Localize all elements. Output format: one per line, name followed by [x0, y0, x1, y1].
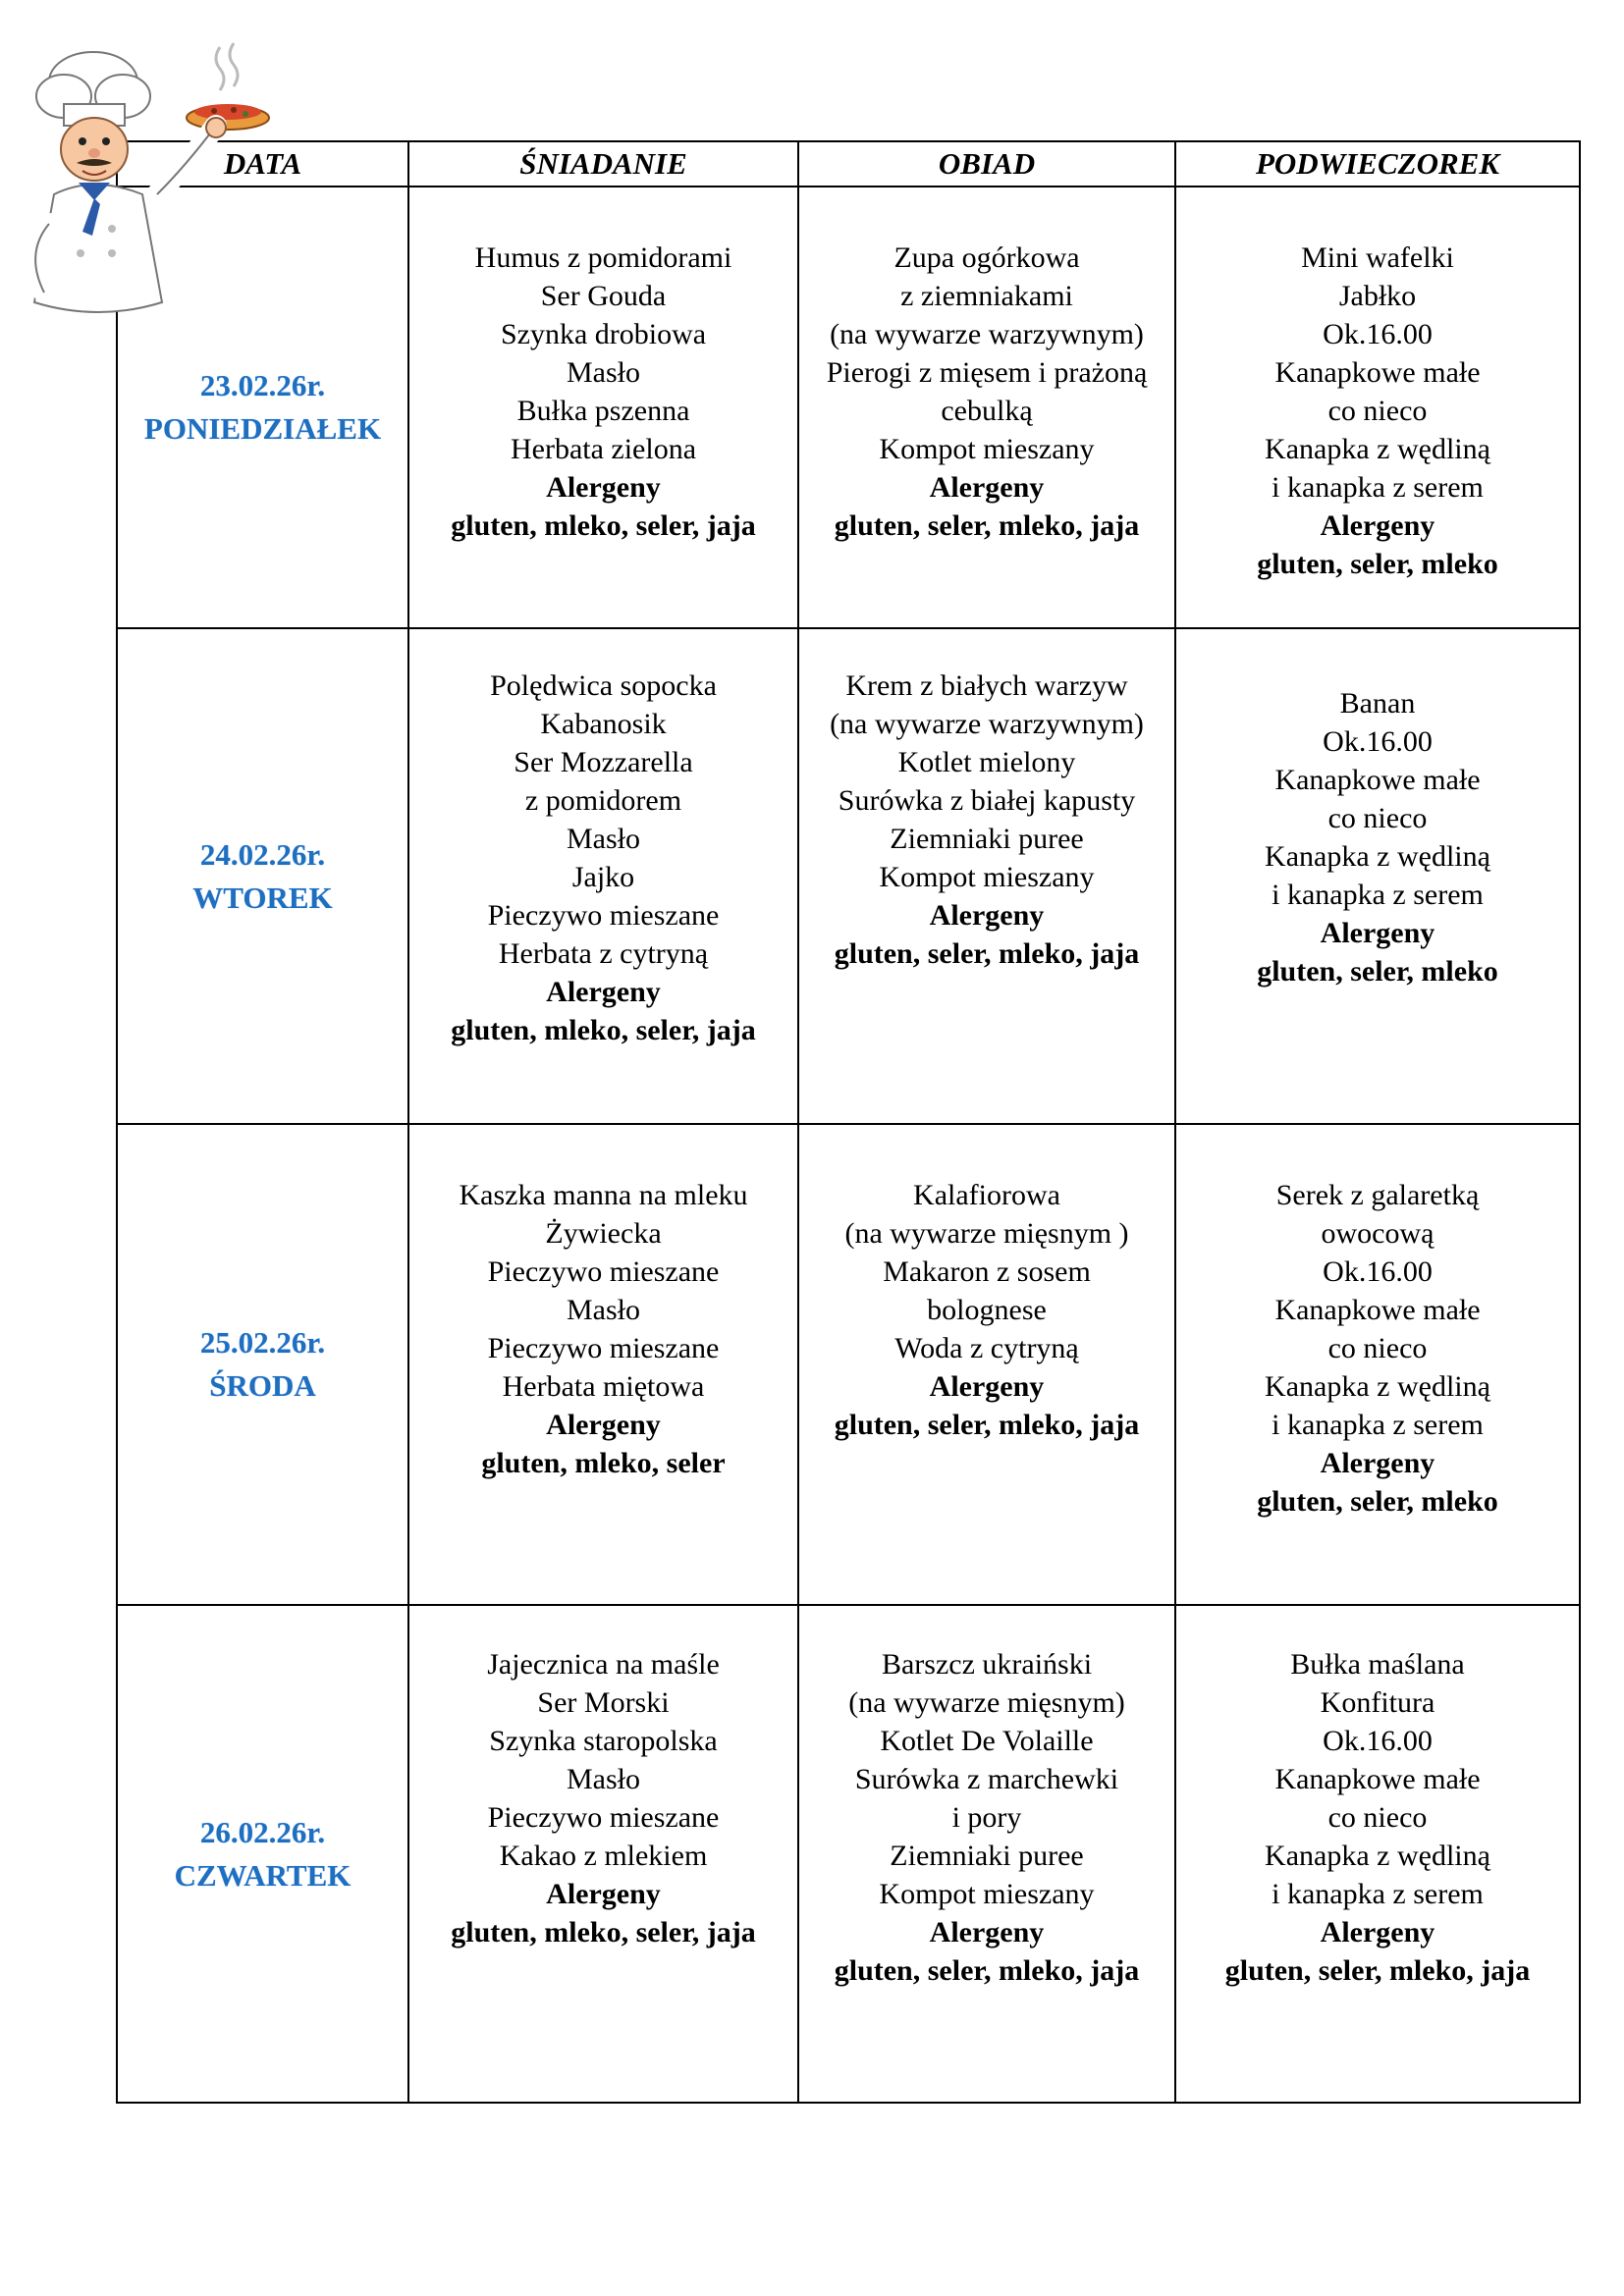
allergens-label: Alergeny — [929, 1370, 1045, 1403]
lunch-cell — [798, 628, 1175, 1124]
menu-item: Kakao z mlekiem — [499, 1840, 708, 1872]
menu-item: Jajko — [571, 861, 635, 893]
allergens-label: Alergeny — [546, 471, 661, 504]
allergens-list: gluten, seler, mleko, jaja — [834, 1954, 1140, 1987]
menu-item: Kanapkowe małe — [1274, 764, 1481, 796]
allergens-list: gluten, seler, mleko — [1257, 1485, 1498, 1518]
day-weekday: ŚRODA — [209, 1368, 316, 1403]
menu-item: Żywiecka — [545, 1217, 662, 1250]
menu-item: Pieczywo mieszane — [487, 899, 720, 932]
menu-item: Kanapkowe małe — [1274, 1763, 1481, 1795]
breakfast-cell — [408, 187, 798, 628]
menu-item: Ok.16.00 — [1323, 725, 1433, 758]
menu-item: Jabłko — [1338, 280, 1417, 312]
lunch-cell — [798, 187, 1175, 628]
menu-item: Masło — [567, 823, 640, 855]
menu-item: Ziemniaki puree — [890, 1840, 1084, 1872]
header-date: DATA — [117, 141, 408, 187]
allergens-list: gluten, mleko, seler, jaja — [451, 1916, 756, 1949]
date-cell — [117, 628, 408, 1124]
menu-item: Kotlet De Volaille — [880, 1725, 1094, 1757]
day-row — [117, 1605, 1580, 2103]
allergens-label: Alergeny — [1320, 1916, 1435, 1949]
menu-item: Kaszka manna na mleku — [459, 1179, 748, 1211]
snack-cell — [1175, 187, 1580, 628]
menu-item: Serek z galaretką — [1275, 1179, 1480, 1211]
header-lunch: OBIAD — [798, 141, 1175, 187]
allergens-list: gluten, seler, mleko, jaja — [834, 509, 1140, 542]
menu-item: Woda z cytryną — [894, 1332, 1079, 1364]
day-date: 25.02.26r. — [199, 1325, 326, 1360]
menu-item: Masło — [567, 1763, 640, 1795]
menu-item: i kanapka z serem — [1272, 1878, 1484, 1910]
allergens-list: gluten, mleko, seler, jaja — [451, 1014, 756, 1046]
menu-item: Kompot mieszany — [879, 861, 1095, 893]
header-snack: PODWIECZOREK — [1175, 141, 1580, 187]
menu-item: co nieco — [1327, 395, 1428, 427]
allergens-label: Alergeny — [1320, 1447, 1435, 1479]
menu-item: Kotlet mielony — [897, 746, 1076, 778]
menu-item: z ziemniakami — [900, 280, 1073, 312]
menu-item: Ser Mozzarella — [514, 746, 693, 778]
menu-item: co nieco — [1327, 1332, 1428, 1364]
lunch-cell — [798, 1124, 1175, 1605]
menu-item: Mini wafelki — [1301, 241, 1454, 274]
breakfast-cell — [408, 1124, 798, 1605]
allergens-list: gluten, seler, mleko, jaja — [834, 937, 1140, 970]
menu-item: Pierogi z mięsem i prażoną — [826, 356, 1148, 389]
menu-item: i kanapka z serem — [1272, 879, 1484, 911]
menu-item: Masło — [567, 1294, 640, 1326]
menu-item: Surówka z marchewki — [854, 1763, 1119, 1795]
allergens-list: gluten, seler, mleko — [1257, 955, 1498, 988]
date-cell — [117, 1605, 408, 2103]
menu-item: Pieczywo mieszane — [487, 1332, 720, 1364]
menu-item: Herbata z cytryną — [498, 937, 709, 970]
menu-item: Kompot mieszany — [879, 1878, 1095, 1910]
allergens-label: Alergeny — [546, 976, 661, 1008]
lunch-cell — [798, 1605, 1175, 2103]
allergens-label: Alergeny — [929, 899, 1045, 932]
menu-item: Szynka drobiowa — [500, 318, 707, 350]
menu-table — [116, 140, 1581, 2104]
menu-item: i kanapka z serem — [1272, 471, 1484, 504]
menu-item: Pieczywo mieszane — [487, 1801, 720, 1834]
menu-item: i kanapka z serem — [1272, 1409, 1484, 1441]
breakfast-cell — [408, 628, 798, 1124]
menu-item: Kabanosik — [540, 708, 667, 740]
menu-body — [117, 187, 1580, 2103]
day-date: 24.02.26r. — [199, 836, 326, 872]
day-row — [117, 187, 1580, 628]
allergens-list: gluten, mleko, seler, jaja — [451, 509, 756, 542]
menu-item: z pomidorem — [524, 784, 682, 817]
header-breakfast: ŚNIADANIE — [408, 141, 798, 187]
allergens-list: gluten, mleko, seler — [481, 1447, 726, 1479]
day-weekday: PONIEDZIAŁEK — [143, 411, 382, 446]
menu-item: Ok.16.00 — [1323, 1725, 1433, 1757]
menu-item: Kanapkowe małe — [1274, 356, 1481, 389]
menu-item: Polędwica sopocka — [490, 669, 717, 702]
menu-item: Zupa ogórkowa — [893, 241, 1080, 274]
menu-item: Barszcz ukraiński — [881, 1648, 1093, 1681]
menu-item: (na wywarze mięsnym ) — [844, 1217, 1129, 1250]
allergens-label: Alergeny — [929, 1916, 1045, 1949]
menu-item: Kanapka z wędliną — [1265, 840, 1490, 873]
breakfast-cell — [408, 1605, 798, 2103]
menu-item: Pieczywo mieszane — [487, 1255, 720, 1288]
menu-item: (na wywarze mięsnym) — [848, 1686, 1125, 1719]
menu-item: Banan — [1339, 687, 1416, 720]
menu-item: Szynka staropolska — [489, 1725, 718, 1757]
chef-illustration — [10, 27, 275, 322]
menu-item: Ser Morski — [537, 1686, 670, 1719]
day-weekday: WTOREK — [192, 880, 333, 915]
day-weekday: CZWARTEK — [174, 1857, 352, 1893]
allergens-label: Alergeny — [929, 471, 1045, 504]
menu-item: (na wywarze warzywnym) — [830, 708, 1144, 740]
menu-item: Kompot mieszany — [879, 433, 1095, 465]
day-row — [117, 1124, 1580, 1605]
allergens-label: Alergeny — [546, 1878, 661, 1910]
menu-item: Kanapkowe małe — [1274, 1294, 1481, 1326]
snack-cell — [1175, 628, 1580, 1124]
menu-item: Ser Gouda — [540, 280, 667, 312]
day-row — [117, 628, 1580, 1124]
menu-item: Ziemniaki puree — [890, 823, 1084, 855]
menu-item: i pory — [951, 1801, 1022, 1834]
menu-item: Surówka z białej kapusty — [838, 784, 1136, 817]
snack-cell — [1175, 1605, 1580, 2103]
day-date: 23.02.26r. — [199, 368, 326, 402]
menu-item: Konfitura — [1320, 1686, 1435, 1719]
menu-item: owocową — [1321, 1217, 1435, 1250]
menu-item: Makaron z sosem — [883, 1255, 1091, 1288]
menu-item: Kanapka z wędliną — [1265, 433, 1490, 465]
allergens-list: gluten, seler, mleko — [1257, 548, 1498, 580]
menu-item: Masło — [567, 356, 640, 389]
menu-item: Jajecznica na maśle — [487, 1648, 720, 1681]
menu-item: co nieco — [1327, 1801, 1428, 1834]
snack-cell — [1175, 1124, 1580, 1605]
menu-item: co nieco — [1327, 802, 1428, 834]
menu-item: (na wywarze warzywnym) — [830, 318, 1144, 350]
menu-item: Kanapka z wędliną — [1265, 1840, 1490, 1872]
allergens-label: Alergeny — [546, 1409, 661, 1441]
menu-item: Bułka pszenna — [516, 395, 690, 427]
menu-item: Herbata zielona — [510, 433, 697, 465]
menu-item: Herbata miętowa — [502, 1370, 705, 1403]
menu-item: cebulką — [941, 395, 1033, 427]
allergens-list: gluten, seler, mleko, jaja — [834, 1409, 1140, 1441]
date-cell — [117, 1124, 408, 1605]
day-date: 26.02.26r. — [199, 1814, 326, 1849]
menu-item: Kalafiorowa — [913, 1179, 1060, 1211]
menu-item: Ok.16.00 — [1323, 318, 1433, 350]
allergens-label: Alergeny — [1320, 509, 1435, 542]
menu-item: Ok.16.00 — [1323, 1255, 1433, 1288]
menu-item: Humus z pomidorami — [474, 241, 732, 274]
menu-item: bolognese — [927, 1294, 1047, 1326]
header-row — [117, 141, 1580, 187]
menu-item: Kanapka z wędliną — [1265, 1370, 1490, 1403]
allergens-label: Alergeny — [1320, 917, 1435, 949]
menu-item: Krem z białych warzyw — [845, 669, 1128, 702]
menu-item: Bułka maślana — [1290, 1648, 1465, 1681]
allergens-list: gluten, seler, mleko, jaja — [1224, 1954, 1531, 1987]
